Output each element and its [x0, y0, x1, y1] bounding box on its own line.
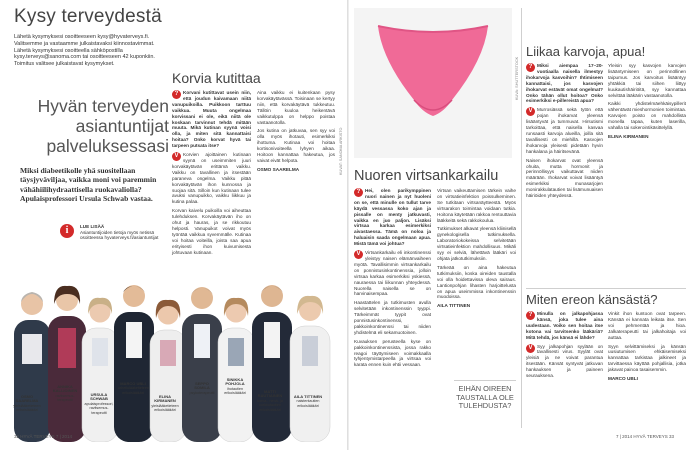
footer-left: 32 HYVÄ TERVEYS 7 | 2014	[14, 434, 73, 439]
expert-caption: ANNIKA KALLIOINEN ravitsemus-terapeutti	[52, 384, 78, 403]
expert-caption: AILA TITTINEN naistentautien erikoislääkäri	[293, 394, 323, 408]
answer-badge: V	[172, 152, 181, 161]
article2-p3: Kuvauksen perusteella kyse on pakkoinkontinenssista, jossa rakko reagoi täyttymiseen voimakkaalla tyhjentymistarpeella ja virtsaa voi karata ennen kuin ehtii vessaan.	[354, 338, 431, 368]
article4-signature: MARCO UBLI	[608, 376, 638, 382]
question-badge: ?	[172, 90, 181, 99]
expert-caption: SEPPO SOMILA psykoterapeutti	[189, 381, 215, 395]
article3-signature: ELINA KIRMANEN	[608, 133, 649, 139]
article2-title: Nuoren virtsankarkailu	[354, 168, 499, 184]
article1-p4: Jos kutina on jatkuvaa, sen syy voi olla myös ihotauti, esimerkiksi ihottuma. Kutinaa voi hoitaa kortisonivoiteella lyhyen aikaa. Hoitoon kannattaa hakeutua, jos vaivat eivät helpota.	[257, 128, 335, 163]
info-box-title: LUE LISÄÄ	[80, 224, 105, 229]
article1-p3: Aina vaikku ei kuitenkaan pysy korvakäytävässä. Toisinaan se kertyy niin, että korvakäytävä tukkeutuu. Tällöin kuuloa heikentävä vaikkutulppa on helppo poistaa vastaanotolla.	[257, 90, 335, 125]
article3-question: Miksi aiempaa 17–20-vuotiaalla naisella ilmestyy ihokarvoja kasvoihin? Ihtimiseen kannattaisi, jos kasvojen ihokarvat estävät omat ongelmat? Onko tähän ollut hoitoa? Onko esimerkiksi e-pillereistä apua?	[526, 63, 603, 104]
article-rule	[526, 288, 686, 289]
article2-p2: Haastattelen ja tutkimusten avulla selvitetään inkontinenssin tyyppi. Tärkeimmät tyypit ovat ponnistusinkontinenssi, pakkoinkontinenssi tai niiden yhdistelmä eli sekamuotoinen.	[354, 300, 431, 335]
photo-credit-left: KUVAT: SANOMA ARKISTO	[339, 127, 343, 175]
bikini-illustration	[354, 8, 512, 158]
article1-col1	[172, 90, 251, 258]
article1-title: Korvia kutittaa	[172, 70, 261, 86]
hero-title: Hyvän terveyden asiantuntijat palveluksessasi	[37, 96, 169, 156]
article3-title: Liikaa karvoja, apua!	[526, 44, 646, 59]
info-box	[80, 224, 170, 241]
article1-question: Korvani kutittavat usein niin, että joudun kaivamaan niitä vanupuikoilla. Puikkoon tarttuu vaikkua. Muuta ongelmaa korvissani ei ole, eikä niitä ole koskaan tarvinnut tehdä mitään muuta. Mikä kutinan syynä voisi olla, ja miten sitä kannattaisi hoitaa? Onko korvat hyvä tai tarpeen putsata itse?	[172, 90, 251, 149]
article1-p1: Korvien ajoittainen kutinaan syynä on useimmiten juuri korvakäytävän erittämä vaikku. Vaikku on tavallinen ja itsestään paraneva ongelma. Vaikku pitää korvakäytävän ihon kunnossa ja suojaa sitä. Silloin kun kutinaan tulee avuksi vanupuikko, vaikku liikkuu ja kutina palaa.	[172, 152, 251, 205]
answer-badge: V	[526, 344, 535, 353]
pull-quote: EIHÄN OIREEN TAUSTALLA OLE TULEHDUSTA?	[456, 384, 514, 411]
article2-p4: Virtsan vaikeuttamisen tärkein vaihe on virtsatieinfektion poissulkeminen. Se tutkitaan virtsanäytteestä. Myös virtsarakon toimintaa voidaan tutkia. Hoitona käytetään rakkoa rentouttavia lääkkeitä sekä rakkokoulua.	[437, 188, 516, 223]
experts-group-photo	[14, 272, 334, 442]
article3-p4: Kaikki yhdistelmäehkäisypillerit vähentävät mieshormonien toimintaa. Karvojen poisto on mahdollista monella tapaa, kuten laserilla, vahalla tai sokerointikäsittelyllä.	[608, 101, 686, 131]
column-rule	[521, 8, 522, 428]
expert-caption: MATTI RAUTIAINEN korva-, nenä- ja kurkkutautien erikoislääkäri	[257, 389, 283, 412]
intro-text: Lähetä kysymyksesi osoitteeseen kysy@hyvaterveys.fi. Valitsemme ja vastaamme julkaistavaksi kiinnostavimmat. Lähetä kysymyksesi osoitteella sähköpostilla kysy.terveys@sanoma.com tai osoitteeseen 42 kuponkiin. Toimitus valitsee julkaistavat kysymykset.	[14, 34, 155, 68]
article3-p1: Murrosiässä sekä tytön että pojan ihokarvat yleensä lisääntyvät ja tummuvat. Hirsutismi tarkoittaa, että naisella kasvaa runsaasti karvoja alueilla, joilla sitä tavallisesti on miehillä. Kasvojen ihokarvoja yleisesti pidetään hyvin hankalana ja häiritsevänä.	[526, 107, 603, 154]
article4-col1	[526, 311, 603, 382]
question-badge: ?	[526, 311, 535, 320]
footer-right: 7 | 2014 HYVÄ TERVEYS 33	[616, 434, 675, 439]
article4-question: Minulla on jalkapohjassa känsä, joka tulee aina uudestaan. Voiko sen hoitaa itse kotona vai tarvitsenko lääkäriä? Mitä tehdä, jos känsä ei lähde?	[526, 311, 603, 340]
answer-badge: V	[526, 107, 535, 116]
article2-question: Hei, olen parikymppinen nuori nainen ja nyt huoleni on se, että minulle on tullut tarve käydä vessassa koko ajan ja pissalle on menty jatkuvasti, vaikka en juo paljon. Lisäksi virtsaa karkaa esimerkiksi aivastaessa. Tämä on noloa ja haluaisin saada ongelmaan apua. Mistä tämä voi johtua?	[354, 188, 431, 247]
expert-caption: URSULA SCHWAB apulaisprofessori, ravitsemus-terapeutti	[84, 392, 114, 415]
info-icon: i	[60, 224, 74, 238]
article2-signature: AILA TITTINEN	[437, 303, 471, 309]
expert-caption: ELINA KIRMANEN yleislääketieteen erikoislääkäri	[151, 394, 179, 413]
photo-credit-right: KUVA: SHUTTERSTOCK	[515, 56, 519, 100]
article2-p5: Tutkimukset alkavat yleensä kliinisellä gynekologisella tutkimuksella. Laboratoriokokeissa selvitetään virtsatieinfektion mahdollisuus. Mikäli syy ei selviä, lähettävä lääkäri voi ohjata jatkotutkimuksiin.	[437, 226, 516, 261]
hero-lead: Miksi diabeetikolle yhä suositellaan täysjyväviljaa, vaikka moni voi paremmin vähähiilihydraattisella ruokavaliolla? Apulaisprofessori Ursula Schwab vastaa.	[20, 166, 157, 203]
article4-title: Miten ereon känsästä?	[526, 292, 658, 307]
question-badge: ?	[526, 63, 535, 72]
experts-illustration	[14, 272, 334, 442]
article1-col2	[257, 90, 335, 176]
article2-col1	[354, 188, 431, 371]
page-gutter	[347, 0, 349, 450]
article3-col1	[526, 63, 603, 202]
section-title: Kysy terveydestä	[14, 6, 162, 27]
article3-p3: Yleisin syy kasvojen karvojen lisääntymiseen on perinnöllinen taipumus. Jos karvoitus lisääntyy yhtäkkiä tai siihen liittyy kuukautishäiriöitä, syy kannattaa selvittää lääkärin vastaanotolla.	[608, 63, 686, 98]
article4-p2: Vinkit ihon kuntoon ovat tarpeen. Känsää ei kannata leikata itse. Sen voi pehmentää ja hioa. Jalkaterapeutti tai jalkahoitaja voi auttaa.	[608, 311, 686, 340]
article1-p2: Korvan kaivelu puikoilla voi aiheuttaa tulehduksen. Korvakäytävän iho on ohut ja hauras, ja se rikkoutuu helposti. Vanupuikot voivat myös työntää vaikkua syvemmälle. Kutinaa voi hoitaa voiteilla, joista saa apua erityisesti ihon kuivumisesta johtuvaan kutinaan.	[172, 208, 251, 255]
article3-p2: Naisen ihokarvat ovat yleensä ohuita, mutta hormonit ja perinnöllisyys vaikuttavat niiden määrään. Ihokarvat voivat lisääntyä esimerkiksi munasarjojen monirakkulatautien tai lisämunuaisen häiriöiden yhteydessä.	[526, 157, 603, 199]
expert-caption: OSMO SAARELMA yleislääketieteen erikoislääkäri	[13, 394, 41, 413]
article4-p3: Syyn selvittämiseksi ja känsän uusiutumisen ehkäisemiseksi kannattaa tarkistaa jalkineet ja tarvittaessa käyttää pohjallisia, jotka jakavat painoa tasaisemmin.	[608, 343, 686, 373]
expert-caption: MARCO UBLI urheilulääketieteen erikoislääkäri	[118, 381, 149, 395]
info-box-text: Asiantuntijoiden tietoja myös netissä osoitteessa hyvaterveys.fi/asiantuntijat	[80, 229, 159, 241]
article1-signature: OSMO SAARELMA	[257, 166, 300, 172]
pull-quote-rule	[454, 380, 516, 381]
article2-p6: Tärkeää on aina hakeutua tutkimuksiin, koska oireiden taustalla voi olla hoidettavissa oleva sairaus. Lantionpohjan lihasten harjoittelusta on apua useimmissa inkontinenssin muodoissa.	[437, 264, 516, 300]
article2-p1: Virtsankarkailu eli inkontinenssi yleistyy naisen elämänvaiheen myötä. Tavallisimmin virtsankarkailu on ponnistusinkontinenssia, jolloin virtsaa karkaa esimerkiksi yskiessä, nauraessa tai liikunnan yhteydessä. Nuorella naisella se on harvinaisempaa.	[354, 250, 431, 297]
question-badge: ?	[354, 188, 363, 197]
bikini-photo	[354, 8, 512, 158]
article4-p1: Syy jalkapohjan syylään on tavallisesti virus. Syylät ovat yleisiä ja ne voivat parantua itsestään. Känsät syntyvät jatkuvan hankauksen ja paineen seurauksena.	[526, 343, 603, 379]
article3-col2	[608, 63, 686, 143]
article2-col2	[437, 188, 516, 312]
expert-caption: SINIKKA POHJOLA ihotautien erikoislääkäri	[224, 377, 246, 396]
answer-badge: V	[354, 250, 363, 259]
article4-col2	[608, 311, 686, 385]
